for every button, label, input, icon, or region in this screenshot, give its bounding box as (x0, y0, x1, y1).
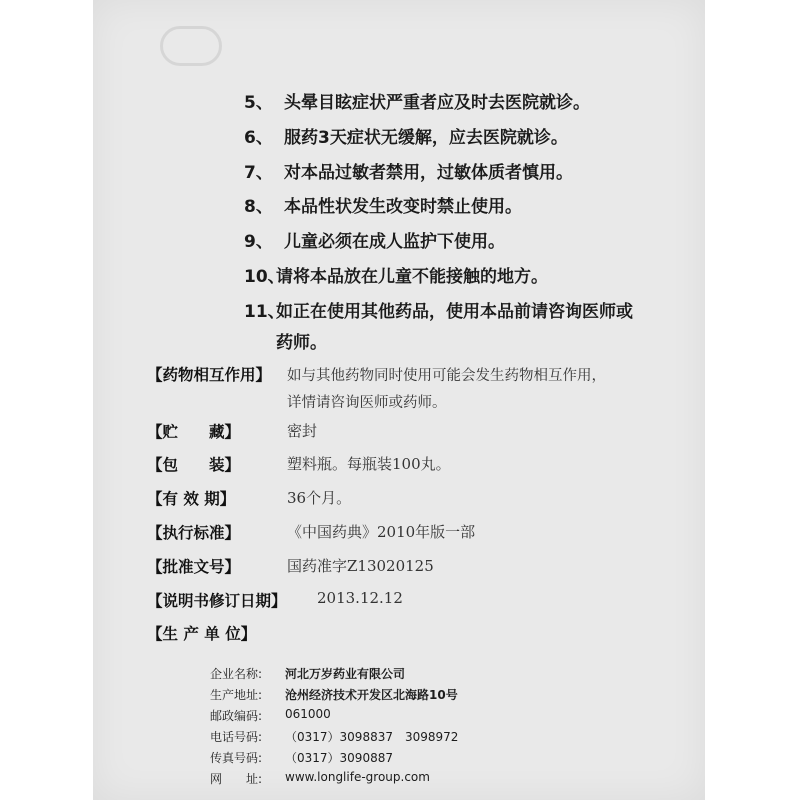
list-item-number: 6、 (244, 128, 273, 148)
list-item-text: 本品性状发生改变时禁止使用。 (284, 197, 522, 217)
list-item-text: 儿童必须在成人监护下使用。 (284, 232, 505, 252)
list-item-number: 5、 (244, 93, 273, 113)
address-label: 生产地址: (210, 688, 263, 702)
list-item-text: 服药3天症状无缓解，应去医院就诊。 (284, 128, 568, 148)
postcode-label: 邮政编码: (210, 709, 263, 723)
expiry-label: 【有 效 期】 (147, 490, 236, 508)
drug-interaction-line1: 如与其他药物同时使用可能会发生药物相互作用， (287, 368, 606, 384)
fax-value: （0317）3090887 (285, 751, 393, 765)
list-item (244, 123, 568, 148)
approval-value: 国药准字Z13020125 (287, 557, 434, 575)
approval-label: 【批准文号】 (147, 558, 241, 576)
list-item-text: 头晕目眩症状严重者应及时去医院就诊。 (284, 93, 590, 113)
list-item-number: 9、 (244, 232, 273, 252)
list-item-text: 对本品过敏者禁用，过敏体质者慎用。 (284, 163, 573, 183)
list-item-number: 11、 (244, 302, 285, 322)
package-label: 【包 装】 (147, 456, 241, 474)
website-value: www.longlife-group.com (285, 770, 430, 784)
list-item (244, 262, 548, 287)
website-label: 网 址: (210, 772, 263, 786)
fax-label: 传真号码: (210, 751, 263, 765)
expiry-value: 36个月。 (287, 489, 352, 507)
list-item-number: 10、 (244, 267, 285, 287)
storage-label: 【贮 藏】 (147, 423, 241, 441)
list-item (244, 88, 590, 113)
drug-interaction-label: 【药物相互作用】 (147, 366, 272, 384)
otc-logo-shadow (160, 26, 222, 66)
revision-label: 【说明书修订日期】 (147, 592, 287, 610)
list-item-continuation (276, 328, 327, 353)
standard-label: 【执行标准】 (147, 524, 241, 542)
standard-value: 《中国药典》2010年版一部 (287, 523, 476, 541)
drug-interaction-line2: 详情请咨询医师或药师。 (287, 395, 447, 411)
list-item (244, 192, 522, 217)
address-value: 沧州经济技术开发区北海路10号 (285, 688, 458, 702)
phone-value: （0317）3098837 3098972 (285, 730, 459, 744)
list-item-text: 药师。 (276, 333, 327, 353)
list-item-number: 8、 (244, 197, 273, 217)
postcode-value: 061000 (285, 707, 331, 721)
company-value: 河北万岁药业有限公司 (285, 667, 406, 681)
storage-value: 密封 (287, 422, 318, 440)
list-item-text: 如正在使用其他药品，使用本品前请咨询医师或 (276, 302, 633, 322)
manufacturer-label: 【生 产 单 位】 (147, 625, 257, 643)
phone-label: 电话号码: (210, 730, 263, 744)
list-item (244, 227, 505, 252)
company-label: 企业名称: (210, 667, 263, 681)
list-item-number: 7、 (244, 163, 273, 183)
list-item (244, 297, 633, 322)
list-item (244, 158, 573, 183)
revision-value: 2013.12.12 (317, 589, 403, 607)
list-item-text: 请将本品放在儿童不能接触的地方。 (276, 267, 548, 287)
package-value: 塑料瓶。每瓶装100丸。 (287, 455, 451, 473)
